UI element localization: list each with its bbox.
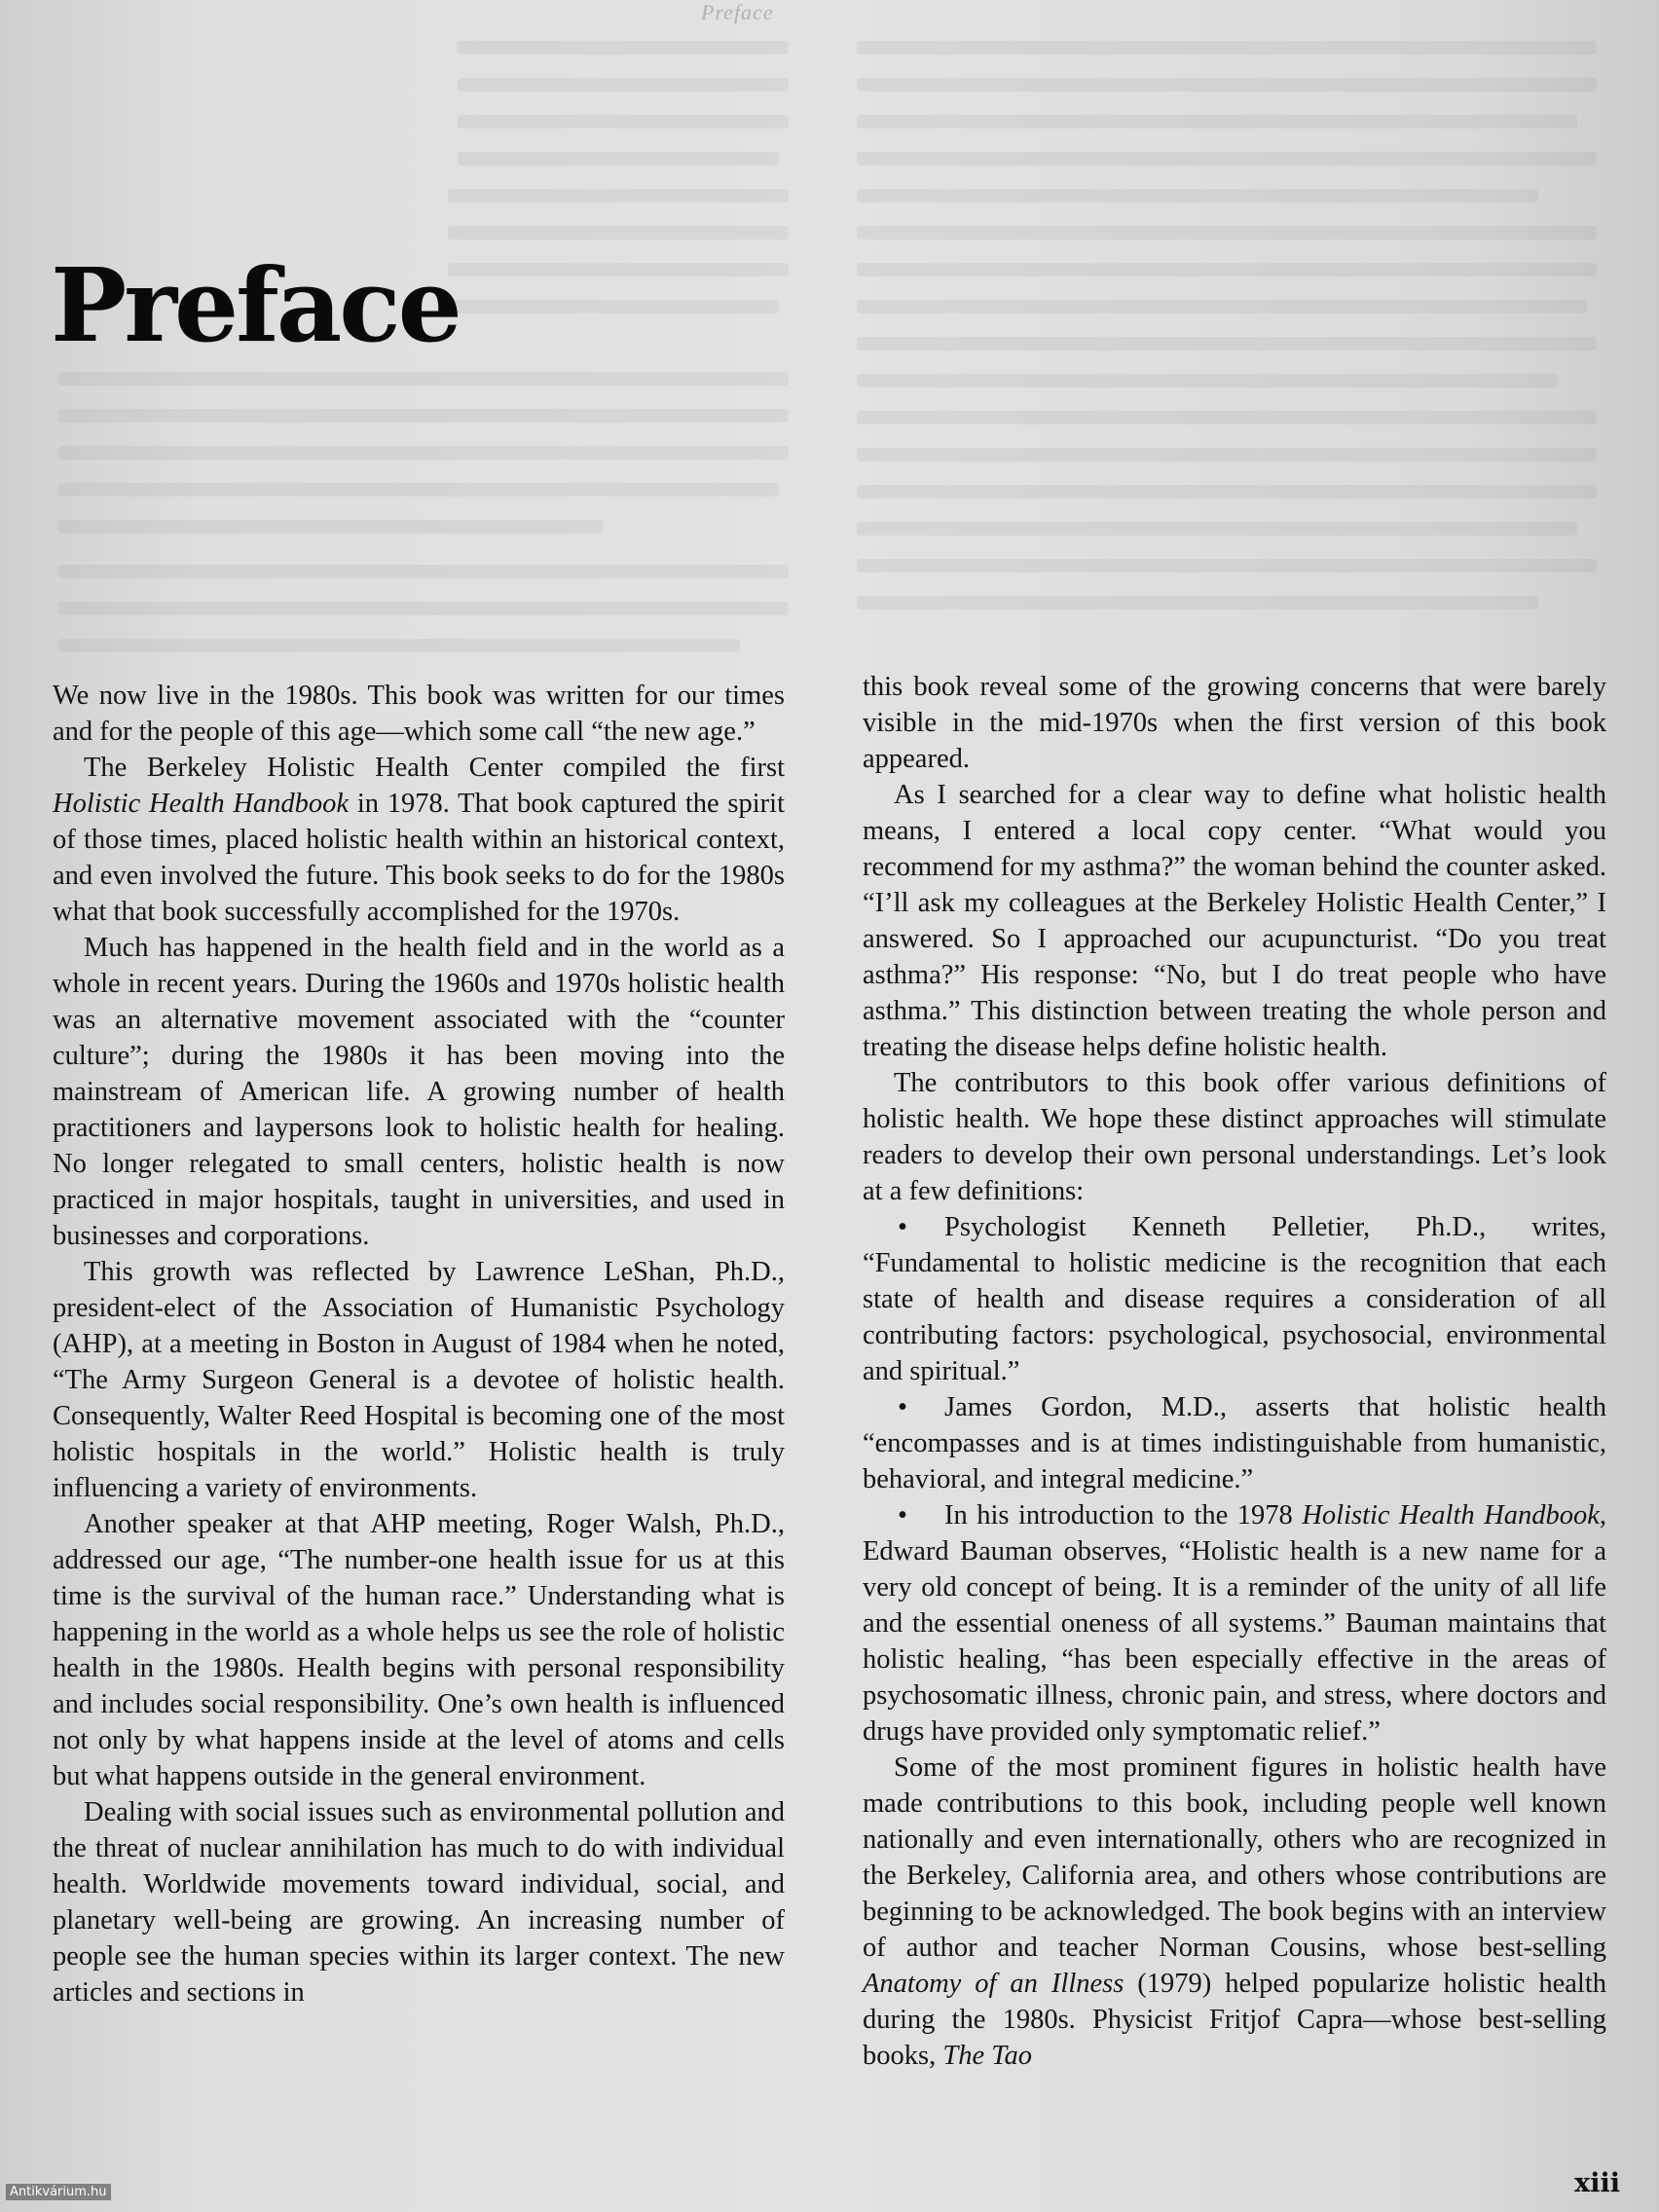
bullet-icon: •: [898, 1212, 907, 1242]
paragraph: Much has happened in the health field and in the world as a whole in recent years. During the 1960s and 1970s holistic health was an alternative movement associated with the “counter culture”; during the 1980s it has been moving into the mainstream of American life. A growing number of health practitioners and laypersons look to holistic health for healing. No longer relegated to small centers, holistic health is now practiced in major hospitals, taught in universities, and used in businesses and corporations.: [53, 933, 785, 1251]
bullet-item: • Psychologist Kenneth Pelletier, Ph.D., writes, “Fundamental to holistic medicine is the recognition that each state of health and disease requires a consideration of all contributing factors: psychological, psychosocial, environmental and spiritual.”: [863, 1209, 1606, 1389]
page-number: xiii: [1574, 2168, 1620, 2198]
paragraph: We now live in the 1980s. This book was written for our times and for the people of this age—which some call “the new age.”: [53, 681, 785, 747]
paragraph: Another speaker at that AHP meeting, Roger Walsh, Ph.D., addressed our age, “The number-one health issue for us at this time is the survival of the human race.” Understanding what is happening in the world as a whole helps us see the role of holistic health in the 1980s. Health begins with personal responsibility and includes social responsibility. One’s own health is influenced not only by what happens inside at the level of atoms and cells but what happens outside in the general environment.: [53, 1509, 785, 1791]
bullet-item: • In his introduction to the 1978 Holistic Health Handbook, Edward Bauman observes, “Holistic health is a new name for a very old concept of being. It is a reminder of the unity of all life and the essential oneness of all systems.” Bauman maintains that holistic healing, “has been especially effective in the areas of psychosomatic illness, chronic pain, and stress, where doctors and drugs have provided only symptomatic relief.”: [863, 1497, 1606, 1750]
paragraph: Some of the most prominent figures in holistic health have made contributions to this book, including people well known nationally and even internationally, others who are recognized in the Berkeley, California area, and others whose contributions are beginning to be acknowledged. The book begins with an interview of author and teacher Norman Cousins, whose best-selling Anatomy of an Illness (1979) helped popularize holistic health during the 1980s. Physicist Fritjof Capra—whose best-selling books, The Tao: [863, 1752, 1606, 2071]
bullet-icon: •: [898, 1392, 907, 1422]
bullet-item: • James Gordon, M.D., asserts that holistic health “encompasses and is at times indistinguishable from humanistic, behavioral, and integral medicine.”: [863, 1389, 1606, 1497]
paragraph: The Berkeley Holistic Health Center compiled the first Holistic Health Handbook in 1978. That book captured the spirit of those times, placed holistic health within an historical context, and even involved the future. This book seeks to do for the 1980s what that book successfully accomplished for the 1970s.: [53, 753, 785, 927]
paragraph: this book reveal some of the growing concerns that were barely visible in the mid-1970s when the first version of this book appeared.: [863, 672, 1606, 774]
paragraph: As I searched for a clear way to define what holistic health means, I entered a local copy center. “What would you recommend for my asthma?” the woman behind the counter asked. “I’ll ask my colleagues at the Berkeley Holistic Health Center,” I answered. So I approached our acupuncturist. “Do you treat asthma?” His response: “No, but I do treat people who have asthma.” This distinction between treating the whole person and treating the disease helps define holistic health.: [863, 780, 1606, 1062]
watermark: Antikvárium.hu: [6, 2184, 111, 2200]
running-head: Preface: [701, 0, 774, 24]
right-column: [863, 669, 1606, 2074]
paragraph: The contributors to this book offer various definitions of holistic health. We hope these distinct approaches will stimulate readers to develop their own personal understandings. Let’s look at a few definitions:: [863, 1068, 1606, 1206]
left-column: [53, 678, 785, 2010]
page-title: Preface: [51, 245, 460, 365]
paragraph: This growth was reflected by Lawrence LeShan, Ph.D., president-elect of the Association of Humanistic Psychology (AHP), at a meeting in Boston in August of 1984 when he noted, “The Army Surgeon General is a devotee of holistic health. Consequently, Walter Reed Hospital is becoming one of the most holistic hospitals in the world.” Holistic health is truly influencing a variety of environments.: [53, 1257, 785, 1503]
bullet-icon: •: [898, 1500, 907, 1530]
paragraph: Dealing with social issues such as environmental pollution and the threat of nuclear annihilation has much to do with individual health. Worldwide movements toward individual, social, and planetary well-being are growing. An increasing number of people see the human species within its larger context. The new articles and sections in: [53, 1797, 785, 2008]
